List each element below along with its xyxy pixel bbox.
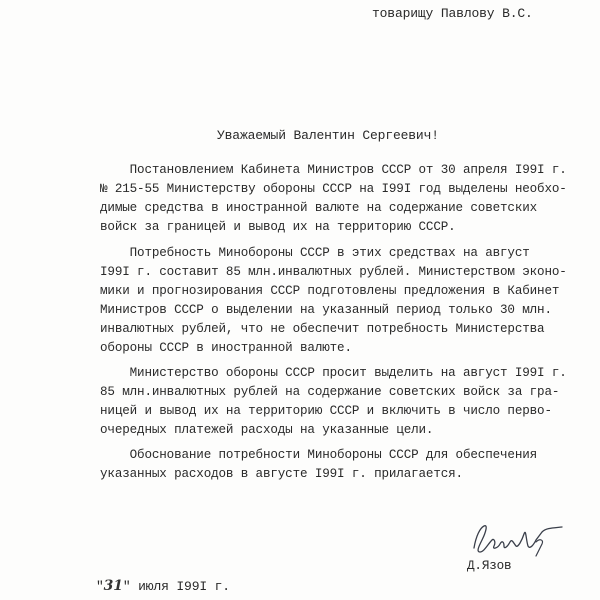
paragraph-3-line-4: очередных платежей расходы на указанные цели.: [100, 423, 434, 437]
paragraph-1-line-3: димые средства в иностранной валюте на содержание советских: [100, 201, 538, 215]
salutation: Уважаемый Валентин Сергеевич!: [217, 128, 439, 143]
paragraph-1-line-4: войск за границей и вывод их на территорию СССР.: [100, 220, 456, 234]
paragraph-1-line-1: Постановлением Кабинета Министров СССР от 30 апреля I99I г.: [100, 163, 567, 177]
letter-date: [96, 577, 230, 596]
paragraph-2-line-3: мики и прогнозирования СССР подготовлены предложения в Кабинет: [100, 284, 560, 298]
addressee: товарищу Павлову В.С.: [372, 6, 533, 21]
paragraph-3-line-3: ницей и вывод их на территорию СССР и включить в число перво-: [100, 404, 552, 418]
date-rest: " июля I99I г.: [122, 579, 230, 594]
paragraph-3-line-1: Министерство обороны СССР просит выделить на август I99I г.: [100, 366, 567, 380]
paragraph-2-line-5: инвалютных рублей, что не обеспечит потребность Министерства: [100, 322, 545, 336]
date-open-quote: ": [96, 579, 104, 594]
paragraph-2-line-1: Потребность Минобороны СССР в этих средствах на август: [100, 246, 530, 260]
paragraph-4-line-1: Обоснование потребности Минобороны СССР для обеспечения: [100, 448, 538, 462]
handwritten-signature: [466, 518, 576, 560]
paragraph-3-line-2: 85 млн.инвалютных рублей на содержание советских войск за гра-: [100, 385, 560, 399]
paragraph-2-line-6: обороны СССР в иностранной валюте.: [100, 341, 352, 355]
paragraph-2-line-2: I99I г. составит 85 млн.инвалютных рублей. Министерством эконо-: [100, 265, 567, 279]
paragraph-2-line-4: Министров СССР о выделении на указанный период только 30 млн.: [100, 303, 552, 317]
paragraph-4-line-2: указанных расходов в августе I99I г. прилагается.: [100, 467, 463, 481]
date-day-handwritten: 31: [103, 578, 123, 594]
paragraph-1-line-2: № 215-55 Министерству обороны СССР на I99I год выделены необхо-: [100, 182, 567, 196]
signatory-name: Д.Язов: [467, 559, 512, 573]
